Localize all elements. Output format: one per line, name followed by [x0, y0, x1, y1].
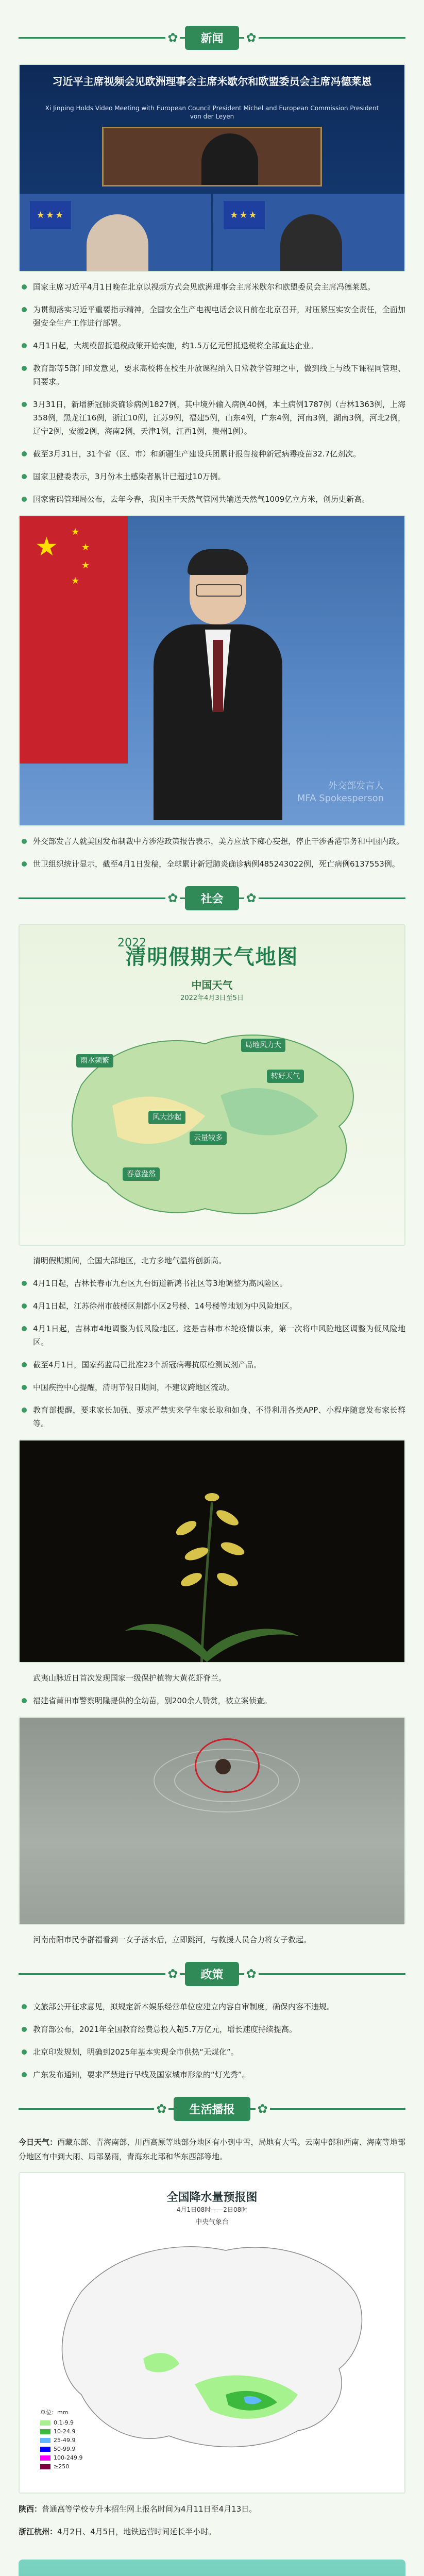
society-item: 截至4月1日，国家药监局已批准23个新冠病毒抗原检测试剂产品。 [19, 1358, 405, 1371]
river-rescue-image [19, 1717, 405, 1925]
weather-paragraph [19, 2135, 405, 2164]
society-item: 教育部提醒，要求家长加强、要求严禁实来学生家长取和如身、不得利用各类APP、小程序随意发布家长群等。 [19, 1403, 405, 1430]
news-item: 4月1日起，大规模留抵退税政策开始实施，约1.5万亿元留抵退税将全部直达企业。 [19, 339, 405, 352]
zhejiang-paragraph [19, 2524, 405, 2539]
china-flag-icon: ★ ★ ★ ★ ★ [20, 516, 128, 764]
orchid-flower-image [19, 1439, 405, 1663]
policy-item: 教育部公布，2021年全国教育经费总投入超5.7万亿元，增长速度持续提高。 [19, 2023, 405, 2036]
podium-sign: 外交部发言人 MFA Spokesperson [297, 781, 384, 804]
leaf-icon: ✿ [154, 2102, 168, 2116]
map-caption: 清明假期期间，全国大部地区，北方多地气温将创新高。 [33, 1256, 227, 1265]
legend-row: ≥250 [40, 2463, 97, 2470]
section-title-policy: 政策 [185, 1962, 239, 1986]
section-banner-policy [19, 1961, 405, 1987]
news-item: 国家主席习近平4月1日晚在北京以视频方式会见欧洲理事会主席米歇尔和欧盟委员会主席冯德莱恩。 [19, 280, 405, 294]
news-item: 世卫组织统计显示，截至4月1日发稿，全球累计新冠肺炎确诊病例485243022例，死亡病例6137553例。 [19, 857, 405, 871]
leaf-icon: ✿ [244, 891, 259, 905]
rain-forecast-map [19, 2172, 405, 2494]
zhejiang-lead: 浙江杭州： [19, 2527, 58, 2536]
news-item: 为贯彻落实习近平重要指示精神，全国安全生产电视电话会议日前在北京召开，对压紧压实安全责任，全面加强安全生产工作进行部署。 [19, 303, 405, 330]
policy-item: 广东发布通知，要求严禁进行早线及国家城市形象的“灯光秀”。 [19, 2068, 405, 2081]
society-item: 4月1日起，吉林长春市九台区九台街道新鸿书社区等3地调整为高风险区。 [19, 1277, 405, 1290]
map-label: 风大沙起 [148, 1111, 185, 1124]
map-label: 转好天气 [267, 1070, 304, 1083]
society-item: 福建省莆田市警察明隆提供的全幼苗，别200余人赞赏，被立案侦查。 [19, 1694, 405, 1707]
map-label: 局地风力大 [241, 1039, 285, 1052]
society-item: 中国疾控中心提醒，清明节假日期间，不建议跨地区流动。 [19, 1381, 405, 1394]
spokesperson-image [19, 515, 405, 826]
section-title-news: 新闻 [185, 26, 239, 50]
map-label: 云量较多 [190, 1131, 227, 1145]
leaf-icon: ✿ [165, 30, 180, 45]
map-title: 清明假期天气地图 [125, 945, 299, 969]
video-bottom-panels [20, 194, 404, 271]
zhejiang-text: 4月2日、4月5日，地铁运营时间延长半小时。 [57, 2527, 216, 2536]
shaanxi-text: 普通高等学校专升本招生网上报名时间为4月11日至4月13日。 [42, 2504, 257, 2514]
section-banner-society [19, 885, 405, 911]
swim-caption: 河南南阳市民李群福看到一女子落水后，立即跳河，与救援人员合力将女子救起。 [33, 1935, 312, 1944]
video-title: 习近平主席视频会见欧洲理事会主席米歇尔和欧盟委员会主席冯德莱恩 [52, 75, 372, 88]
spokes-caption: 外交部发言人就美国发布制裁中方涉港政策报告表示，美方应放下痴心妄想，停止干涉香港事务和中国内政。 [19, 835, 405, 848]
leaf-icon: ✿ [244, 30, 259, 45]
video-top-panel [102, 127, 322, 187]
news-item: 国家密码管理局公布，去年今春，我国主干天然气管网共输送天然气1009亿立方米，创历史新高。 [19, 493, 405, 506]
leaf-icon: ✿ [165, 891, 180, 905]
leaf-icon: ✿ [256, 2102, 270, 2116]
shaanxi-lead: 陕西： [19, 2504, 42, 2514]
swimmer-figure [215, 1759, 231, 1774]
holiday-weather-map [19, 924, 405, 1246]
policy-item: 北京印发规划，明确到2025年基本实现全市供热“无煤化”。 [19, 2045, 405, 2059]
section-title-society: 社会 [185, 886, 239, 910]
footer-card [19, 2560, 405, 2576]
rain-title: 全国降水量预报图 [166, 2191, 258, 2204]
legend-row: 25-49.9 [40, 2437, 97, 2444]
eu-flag-icon: ★★★ [30, 201, 71, 229]
eu-flag-icon: ★★★ [224, 201, 265, 229]
rain-legend [40, 2408, 97, 2472]
news-item: 国家卫健委表示，3月份本土感染者累计已超过10万例。 [19, 470, 405, 483]
china-map-shape [50, 1013, 370, 1229]
map-label: 雨水频繁 [76, 1054, 113, 1067]
leaf-icon: ✿ [244, 1967, 259, 1981]
shaanxi-paragraph [19, 2502, 405, 2516]
map-label: 春意盎然 [123, 1167, 160, 1181]
video-subtitle: Xi Jinping Holds Video Meeting with European Council President Michel and European Commission President von der Leyen [45, 105, 379, 120]
legend-row: 100-249.9 [40, 2454, 97, 2461]
map-year: 2022 [117, 937, 146, 950]
society-item: 4月1日起，吉林市4地调整为低风险地区。这是吉林市本轮疫情以来，第一次将中风险地区调整为低风险地区。 [19, 1322, 405, 1349]
legend-row: 10-24.9 [40, 2428, 97, 2435]
orchid-illustration [20, 1440, 404, 1662]
legend-row: 50-99.9 [40, 2446, 97, 2452]
legend-row: 0.1-9.9 [40, 2419, 97, 2426]
map-date: 2022年4月3日至5日 [180, 994, 244, 1002]
legend-title: 单位：mm [40, 2409, 69, 2416]
society-item: 4月1日起，江苏徐州市鼓楼区荆都小区2号楼、14号楼等地划为中风险地区。 [19, 1299, 405, 1313]
rain-org: 中央气象台 [195, 2218, 229, 2226]
news-item: 教育部等5部门印发意见，要求高校将在校生开放课程纳入日常教学管理之中，做到线上与线下课程同管理、同要求。 [19, 362, 405, 388]
speaker-figure [154, 552, 282, 820]
news-item: 3月31日，新增新冠肺炎确诊病例1827例，其中境外输入病例40例，本土病例1787例（吉林1363例，上海358例，黑龙江16例，浙江10例，江苏9例，福建5例，山东4例，广东4例，河南3例，湖南3例，河北2例，辽宁2例，安徽2例，海南2例，天津1例，江西1例，贵州1例）。 [19, 398, 405, 438]
map-brand: 中国天气 [191, 979, 233, 991]
section-banner-news [19, 25, 405, 50]
rain-subtitle: 4月1日08时——2日08时 [176, 2206, 248, 2213]
weather-lead: 今日天气： [19, 2138, 58, 2147]
policy-item: 文旅部公开征求意见，拟规定新本娱乐经营单位应建立内容自审制度，确保内容不违规。 [19, 2000, 405, 2013]
video-meeting-image [19, 64, 405, 272]
section-title-life: 生活播报 [174, 2097, 250, 2121]
flower-caption: 武夷山脉近日首次发现国家一级保护植物大黄花虾脊兰。 [33, 1673, 227, 1683]
news-item: 截至3月31日，31个省（区、市）和新疆生产建设兵团累计报告接种新冠病毒疫苗32.7亿剂次。 [19, 447, 405, 461]
leaf-icon: ✿ [165, 1967, 180, 1981]
section-banner-life [19, 2096, 405, 2122]
weather-text: 西藏东部、青海南部、川西高原等地部分地区有小到中雪，局地有大雪。云南中部和西南、海南等地部分地区有中到大雨、局部暴雨，青海东北部和华东西部等地。 [19, 2138, 405, 2161]
